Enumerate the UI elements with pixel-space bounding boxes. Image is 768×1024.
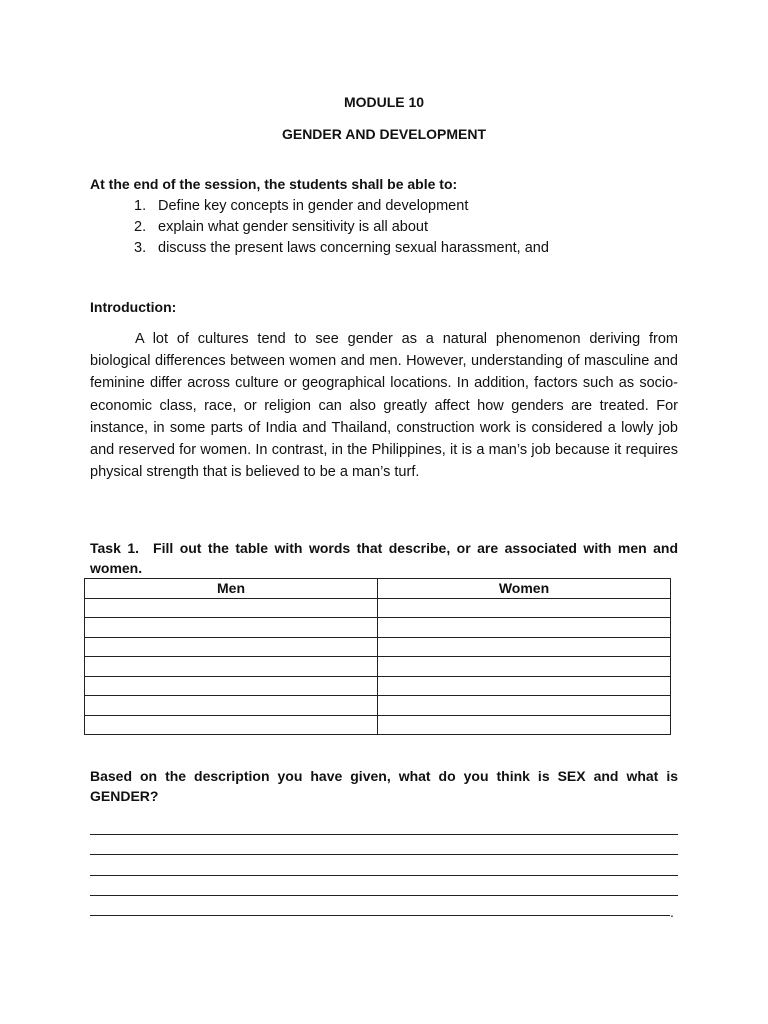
answer-line[interactable] <box>90 854 678 855</box>
men-cell[interactable] <box>85 676 378 696</box>
list-item <box>134 196 549 217</box>
women-cell[interactable] <box>378 618 671 638</box>
men-women-table <box>84 578 671 735</box>
reflection-question: Based on the description you have given, what do you think is SEX and what is GENDER? <box>90 768 678 804</box>
answer-line[interactable] <box>90 834 678 835</box>
page-title: GENDER AND DEVELOPMENT <box>281 126 487 142</box>
women-cell[interactable] <box>378 715 671 735</box>
answer-line[interactable] <box>90 895 678 896</box>
column-header-women: Women <box>378 579 671 599</box>
table-row <box>85 637 671 657</box>
women-cell[interactable] <box>378 676 671 696</box>
men-cell[interactable] <box>85 696 378 716</box>
men-cell[interactable] <box>85 657 378 677</box>
women-cell[interactable] <box>378 696 671 716</box>
table-row <box>85 618 671 638</box>
table-row <box>85 715 671 735</box>
women-cell[interactable] <box>378 637 671 657</box>
table-row <box>85 696 671 716</box>
women-cell[interactable] <box>378 598 671 618</box>
men-cell[interactable] <box>85 598 378 618</box>
module-number: MODULE 10 <box>343 94 425 110</box>
list-item-number: 2. <box>134 219 147 235</box>
list-item <box>134 217 549 238</box>
list-item-text: explain what gender sensitivity is all about <box>158 219 429 235</box>
table-row <box>85 657 671 677</box>
objectives-lead: At the end of the session, the students shall be able to: <box>90 176 458 192</box>
men-cell[interactable] <box>85 715 378 735</box>
list-item-number: 1. <box>134 198 147 214</box>
list-item-number: 3. <box>134 240 147 256</box>
men-cell[interactable] <box>85 637 378 657</box>
answer-end-mark: . <box>670 904 674 920</box>
list-item-text: Define key concepts in gender and development <box>158 198 469 214</box>
column-header-men: Men <box>85 579 378 599</box>
introduction-paragraph: A lot of cultures tend to see gender as a natural phenomenon deriving from biological differences between women and men. However, understanding of masculine and feminine differ across culture or geographical locations. In addition, factors such as socio-economic class, race, or religion can also greatly affect how genders are treated. For instance, in some parts of India and Thailand, construction work is considered a lowly job and reserved for women. In contrast, in the Philippines, it is a man’s job because it requires physical strength that is believed to be a man’s turf. <box>90 331 678 481</box>
table-header-row <box>85 579 671 599</box>
women-cell[interactable] <box>378 657 671 677</box>
list-item <box>134 238 549 259</box>
list-item-text: discuss the present laws concerning sexual harassment, and <box>158 240 549 256</box>
answer-line[interactable] <box>90 915 670 916</box>
introduction-heading: Introduction: <box>90 299 177 315</box>
task-instruction <box>90 538 678 578</box>
men-cell[interactable] <box>85 618 378 638</box>
task-text: Fill out the table with words that describe, or are associated with men and women. <box>90 540 679 576</box>
table-row <box>85 676 671 696</box>
table-row <box>85 598 671 618</box>
answer-line[interactable] <box>90 875 678 876</box>
objectives-list <box>134 196 549 259</box>
task-label: Task 1. <box>90 540 140 556</box>
